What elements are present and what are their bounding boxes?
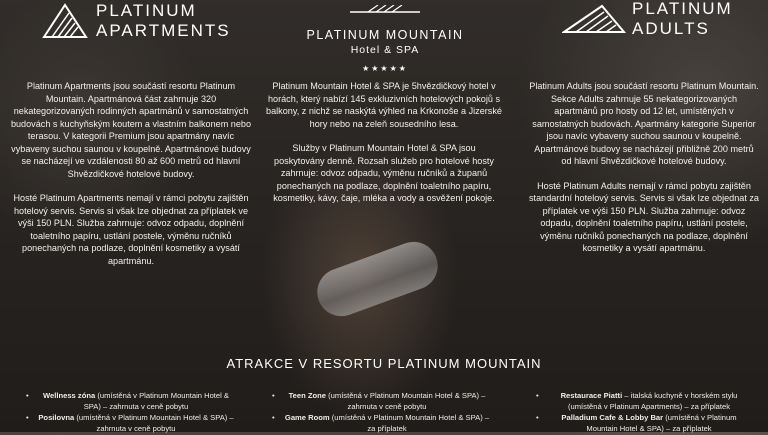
apartments-paragraph-2: Hosté Platinum Apartments nemají v rámci pobytu zajištěn hotelový servis. Servis si však lze objednat za příplatek ve výši 150 PLN. Služba zahrnuje: odvoz odpadu, doplnění toaletního papíru, ustlání postele, výměnu ručníků ponechaných na podlaze, doplnění kosmetiky a vysátí apartmánu.: [13, 193, 249, 266]
platinum-adults-logo: [562, 0, 733, 37]
adults-paragraph-1: Platinum Adults jsou součástí resortu Platinum Mountain. Sekce Adults zahrnuje 55 nekategorizovaných apartmánů pro hosty od 12 let, umístěných v samostatných budovách. Apartmány kategorie Superior jsou navíc vybaveny suchou saunou v koupelně. Apartmánové budovy se nacházejí přibližně 200 metrů od hlavní 5hvězdičkové hotelové budovy.: [529, 81, 759, 166]
attractions-list-middle: [282, 391, 492, 435]
attraction-desc: (umístěná v Platinum Mountain Hotel & SPA) – zahrnuta v ceně pobytu: [326, 391, 486, 411]
attraction-name: Palladium Cafe & Lobby Bar: [561, 413, 664, 422]
list-item: [282, 413, 492, 434]
hotel-paragraph-1: Platinum Mountain Hotel & SPA je 5hvězdičkový hotel v horách, který nabízí 145 exkluzivních hotelových pokojů s balkony, z nichž se naskýtá výhled na Krkonoše a Jizerské hory nebo na zeleň sousedního lesa.: [266, 81, 502, 129]
attraction-desc: (umístěná v Platinum Mountain Hotel & SPA) – za příplatek: [586, 413, 737, 433]
attractions-title: ATRAKCE V RESORTU PLATINUM MOUNTAIN: [226, 356, 542, 371]
brand-line-2: ADULTS: [632, 19, 710, 38]
apartments-paragraph-1: Platinum Apartments jsou součástí resortu Platinum Mountain. Apartmánová část zahrnuje 320 nekategorizovaných rodinných apartmánů v samostatných budovách s kuchyňským koutem a vlastním balkonem nebo terasou. V kategorii Premium jsou apartmány navíc vybaveny suchou saunou v koupelně. Apartmánové budovy se nacházejí ve vzdálenosti 80 až 600 metrů od hlavní Shvězdičkové hotelové budovy.: [10, 81, 252, 179]
mountain-logo-icon: [562, 4, 626, 34]
brand-line-1: PLATINUM: [632, 0, 733, 18]
attractions-list-left: [36, 391, 236, 435]
star-rating: ★★★★★: [362, 64, 408, 73]
list-item: [546, 413, 752, 434]
mountain-logo-icon: [42, 3, 88, 39]
attraction-name: Teen Zone: [288, 391, 326, 400]
mountain-logo-icon: [350, 5, 420, 13]
attraction-desc: (umístěná v Platinum Mountain Hotel & SPA) – zahrnuta v ceně pobytu: [83, 391, 229, 411]
attraction-name: Game Room: [284, 413, 330, 422]
attraction-desc: (umístěná v Platinum Mountain Hotel & SPA) – zahrnuta v ceně pobytu: [74, 413, 234, 433]
attractions-list-right: [546, 391, 752, 435]
brand-line-2: APARTMENTS: [96, 21, 231, 40]
hotel-title: PLATINUM MOUNTAIN: [306, 28, 464, 42]
list-item: [546, 391, 752, 412]
attraction-name: Wellness zóna: [43, 391, 96, 400]
attraction-desc: – italská kuchyně v horském stylu (umístěná v Platinum Apartments) – za příplatek: [567, 391, 738, 411]
brand-line-1: PLATINUM: [96, 1, 197, 20]
attraction-desc: (umístěná v Platinum Mountain Hotel & SPA) – za příplatek: [329, 413, 490, 433]
attraction-name: Posilovna: [38, 413, 75, 422]
attraction-name: Restaurace Piatti: [560, 391, 623, 400]
apartments-description: [10, 80, 252, 279]
platinum-apartments-logo: [42, 2, 231, 39]
list-item: [282, 391, 492, 412]
hotel-description: [266, 80, 502, 217]
adults-paragraph-2: Hosté Platinum Adults nemají v rámci pobytu zajištěn standardní hotelový servis. Servis si však lze objednat za příplatek ve výši 150 PLN. Služba zahrnuje: odvoz odpadu, doplnění toaletního papíru, ustlání postele, výměnu ručníků ponechaných na podlaze, doplnění kosmetiky a vysátí apartmánu.: [529, 180, 759, 253]
hotel-subtitle: Hotel & SPA: [350, 44, 420, 56]
platinum-mountain-logo: [290, 0, 480, 73]
hotel-paragraph-2: Služby v Platinum Mountain Hotel & SPA jsou poskytovány denně. Rozsah služeb pro hotelové hosty zahrnuje: odvoz odpadu, výměnu ručníků a županů ponechaných na podlaze, doplnění toaletního papíru, kosmetiky, kávy, čaje, mléka a vody a osvěžení pokoje.: [273, 143, 495, 203]
list-item: [36, 413, 236, 434]
list-item: [36, 391, 236, 412]
adults-description: [528, 80, 760, 267]
